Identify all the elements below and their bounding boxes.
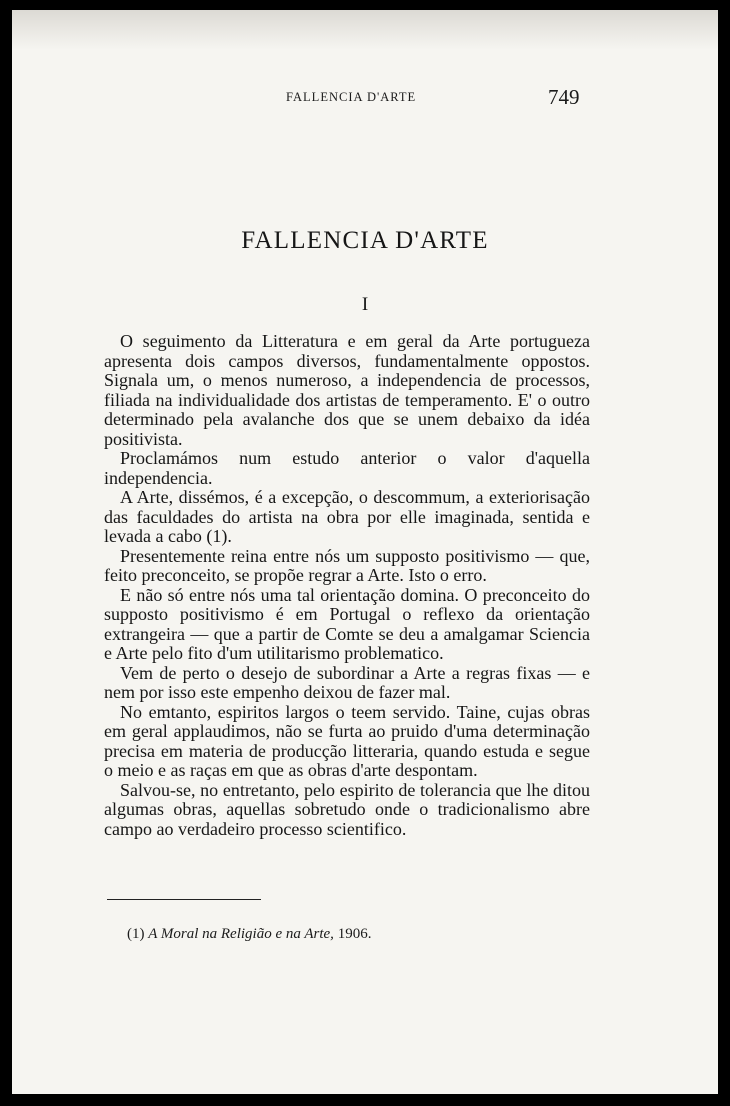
book-page (12, 10, 718, 1094)
paragraph: A Arte, dissémos, é a excepção, o descommum, a exteriorisação das faculdades do artista na obra por elle imaginada, sentida e levada a cabo (1). (104, 487, 590, 546)
footnote-rule (107, 899, 261, 900)
body-text (104, 332, 590, 839)
page-number: 749 (548, 85, 580, 109)
chapter-title: FALLENCIA D'ARTE (241, 227, 489, 254)
paragraph: Proclamámos num estudo anterior o valor d'aquella independencia. (104, 448, 590, 488)
footnote-year: 1906. (337, 926, 372, 942)
footnote-title: A Moral na Religião e na Arte, (148, 926, 334, 942)
paragraph: Salvou-se, no entretanto, pelo espirito de tolerancia que lhe ditou algumas obras, aquellas sobretudo onde o tradicionalismo abre campo ao verdadeiro processo scientifico. (104, 779, 590, 839)
footnote (127, 926, 371, 943)
running-head: FALLENCIA D'ARTE (286, 90, 417, 104)
paragraph: O seguimento da Litteratura e em geral da Arte portugueza apresenta dois campos diversos, fundamentalmente oppostos. Signala um, o menos numeroso, a independencia de processos, filiada na individualidade dos artistas de temperamento. E' o outro determinado pela avalanche dos que se unem debaixo da idéa positivista. (104, 331, 590, 449)
section-number: I (361, 294, 369, 315)
paragraph: Presentemente reina entre nós um supposto positivismo — que, feito preconceito, se propõe regrar a Arte. Isto o erro. (104, 545, 590, 585)
paragraph: Vem de perto o desejo de subordinar a Arte a regras fixas — e nem por isso este empenho deixou de fazer mal. (104, 662, 590, 702)
footnote-marker: (1) (127, 926, 145, 942)
paragraph: No emtanto, espiritos largos o teem servido. Taine, cujas obras em geral applaudimos, não se furta ao pruido d'uma determinação precisa em materia de producção litteraria, quando estuda e segue o meio e as raças em que as obras d'arte despontam. (104, 701, 590, 780)
paragraph: E não só entre nós uma tal orientação domina. O preconceito do supposto positivismo é em Portugal o reflexo da orientação extrangeira — que a partir de Comte se deu a amalgamar Sciencia e Arte pelo fito d'um utilitarismo problematico. (104, 584, 590, 663)
